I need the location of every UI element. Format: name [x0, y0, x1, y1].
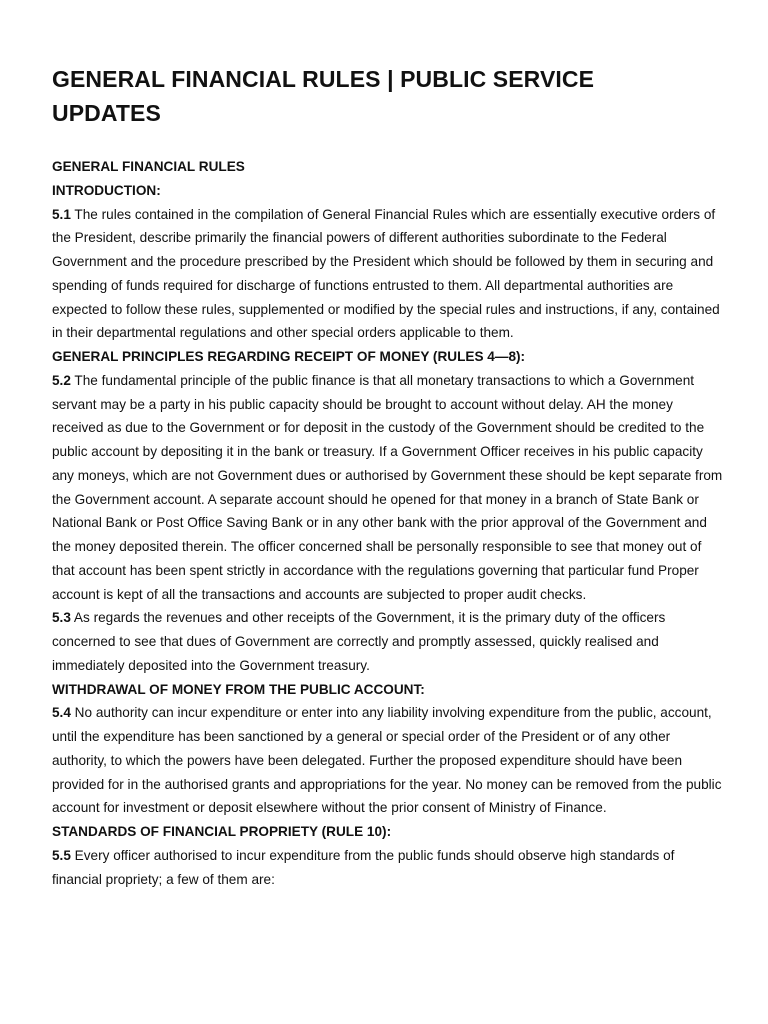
paragraph-number: 5.5 [52, 847, 71, 863]
paragraph-text: The fundamental principle of the public finance is that all monetary transactions to which a Government servant may be a party in his public capacity should be brought to account without delay. AH the money received as due to the Government or for deposit in the custody of the Government should be credited to the public account by depositing it in the bank or treasury. If a Government Officer receives in his public capacity any moneys, which are not Government dues or authorised by Government these should be kept separate from the Government account. A separate account should he opened for that money in a branch of State Bank or National Bank or Post Office Saving Bank or in any other bank with the prior approval of the Government and the money deposited therein. The officer concerned shall be personally responsible to see that money out of that account has been spent strictly in accordance with the regulations governing that particular fund Proper account is kept of all the transactions and accounts are subjected to proper audit checks. [52, 372, 723, 602]
paragraph-text: Every officer authorised to incur expenditure from the public funds should observe high standards of financial propriety; a few of them are: [52, 847, 675, 887]
withdrawal-heading: WITHDRAWAL OF MONEY FROM THE PUBLIC ACCOUNT: [52, 681, 425, 697]
paragraph-5-3 [52, 606, 724, 677]
paragraph-number: 5.2 [52, 372, 71, 388]
introduction-heading: INTRODUCTION: [52, 182, 161, 198]
document-body [52, 155, 724, 891]
paragraph-text: The rules contained in the compilation of General Financial Rules which are essentially executive orders of the President, describe primarily the financial powers of different authorities subordinate to the Federal Government and the procedure prescribed by the President which should be followed by them in securing and spending of funds required for discharge of functions entrusted to them. All departmental authorities are expected to follow these rules, supplemented or modified by the special rules and instructions, if any, contained in their departmental regulations and other special orders applicable to them. [52, 206, 720, 341]
paragraph-number: 5.4 [52, 705, 71, 721]
paragraph-5-4 [52, 701, 724, 820]
receipt-of-money-heading: GENERAL PRINCIPLES REGARDING RECEIPT OF MONEY (RULES 4—8): [52, 349, 526, 364]
financial-propriety-heading: STANDARDS OF FINANCIAL PROPRIETY (RULE 10): [52, 824, 392, 839]
paragraph-5-5 [52, 844, 724, 892]
paragraph-text: As regards the revenues and other receipts of the Government, it is the primary duty of the officers concerned to see that dues of Government are correctly and promptly assessed, quickly realised and immediately deposited into the Government treasury. [52, 610, 666, 673]
paragraph-text: No authority can incur expenditure or enter into any liability involving expenditure from the public, account, until the expenditure has been sanctioned by a general or special order of the President or of any other authority, to which the powers have been delegated. Further the proposed expenditure should have been provided for in the authorised grants and appropriations for the year. No money can be removed from the public account for investment or deposit elsewhere without the prior consent of Ministry of Finance. [52, 705, 722, 816]
section-heading: GENERAL FINANCIAL RULES [52, 159, 245, 174]
paragraph-5-2 [52, 369, 724, 607]
page-title: GENERAL FINANCIAL RULES | PUBLIC SERVICE UPDATES [52, 66, 595, 126]
paragraph-number: 5.1 [52, 206, 71, 222]
paragraph-number: 5.3 [52, 610, 71, 626]
paragraph-5-1 [52, 203, 724, 346]
